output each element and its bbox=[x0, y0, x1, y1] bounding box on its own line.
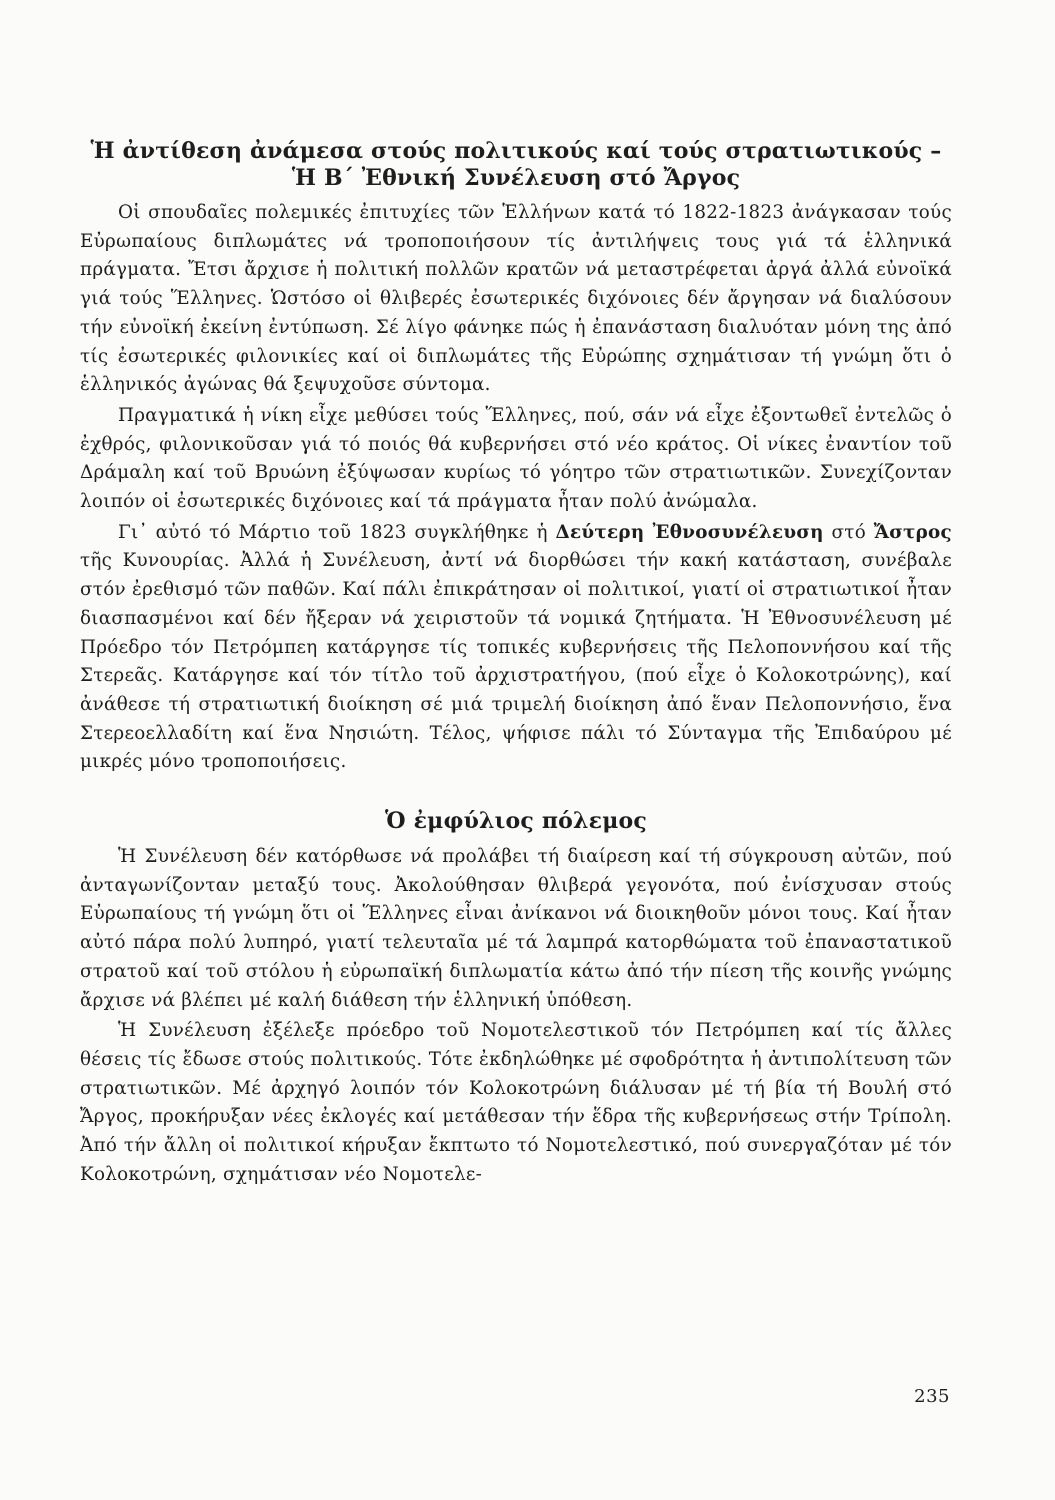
paragraph-text: στό bbox=[823, 521, 874, 543]
section-heading: Ὁ ἐμφύλιος πόλεμος bbox=[384, 808, 647, 835]
page-content bbox=[80, 138, 952, 1190]
page-number: 235 bbox=[914, 1386, 950, 1407]
bold-term: Δεύτερη Ἐθνοσυνέλευση bbox=[555, 521, 824, 543]
paragraph bbox=[80, 519, 952, 777]
paragraph: Πραγματικά ἡ νίκη εἶχε μεθύσει τούς Ἕλληνες, πού, σάν νά εἶχε ἐξοντωθεῖ ἐντελῶς ὁ ἐχθρός, φιλονικοῦσαν γιά τό ποιός θά κυβερνήσει στό νέο κράτος. Οἱ νίκες ἐναντίον τοῦ Δράμαλη καί τοῦ Βρυώνη ἐξύψωσαν κυρίως τό γόητρο τῶν στρατιωτικῶν. Συνεχίζονταν λοιπόν οἱ ἐσωτερικές διχόνοιες καί τά πράγματα ἦταν πολύ ἀνώμαλα. bbox=[80, 404, 952, 513]
heading-line-1: Ἡ ἀντίθεση ἀνάμεσα στούς πολιτικούς καί τούς στρατιωτικούς – bbox=[90, 138, 942, 164]
paragraph: Οἱ σπουδαῖες πολεμικές ἐπιτυχίες τῶν Ἑλλήνων κατά τό 1822-1823 ἀνάγκασαν τούς Εὐρωπαίους διπλωμάτες νά τροποποιήσουν τίς ἀντιλήψεις τους γιά τά ἑλληνικά πράγματα. Ἔτσι ἄρχισε ἡ πολιτική πολλῶν κρατῶν νά μεταστρέφεται ἀργά ἀλλά εὐνοϊκά γιά τούς Ἕλληνες. Ὡστόσο οἱ θλιβερές ἐσωτερικές διχόνοιες δέν ἄργησαν νά διαλύσουν τήν εὐνοϊκή ἐκείνη ἐντύπωση. Σέ λίγο φάνηκε πώς ἡ ἐπανάσταση διαλυόταν μόνη της ἀπό τίς ἐσωτερικές φιλονικίες καί οἱ διπλωμάτες τῆς Εὐρώπης σχημάτισαν τή γνώμη ὅτι ὁ ἑλληνικός ἀγώνας θά ξεψυχοῦσε σύντομα. bbox=[80, 202, 952, 396]
heading-line-2: Ἡ Β΄ Ἐθνική Συνέλευση στό Ἄργος bbox=[291, 165, 741, 191]
paragraph: Ἡ Συνέλευση ἐξέλεξε πρόεδρο τοῦ Νομοτελεστικοῦ τόν Πετρόμπεη καί τίς ἄλλες θέσεις τίς ἔδωσε στούς πολιτικούς. Τότε ἐκδηλώθηκε μέ σφοδρότητα ἡ ἀντιπολίτευση τῶν στρατιωτικῶν. Μέ ἀρχηγό λοιπόν τόν Κολοκοτρώνη διάλυσαν μέ τή βία τή Βουλή στό Ἄργος, προκήρυξαν νέες ἐκλογές καί μετάθεσαν τήν ἕδρα τῆς κυβερνήσεως στήν Τρίπολη. Ἀπό τήν ἄλλη οἱ πολιτικοί κήρυξαν ἔκπτωτο τό Νομοτελεστικό, πού συνεργαζόταν μέ τόν Κολοκοτρώνη, σχημάτισαν νέο Νομοτελε- bbox=[80, 1020, 952, 1185]
section-heading bbox=[80, 138, 952, 192]
paragraph: Ἡ Συνέλευση δέν κατόρθωσε νά προλάβει τή διαίρεση καί τή σύγκρουση αὐτῶν, πού ἀνταγωνίζονταν μεταξύ τους. Ἀκολούθησαν θλιβερά γεγονότα, πού ἐνίσχυσαν στούς Εὐρωπαίους τή γνώμη ὅτι οἱ Ἕλληνες εἶναι ἀνίκανοι νά διοικηθοῦν μόνοι τους. Καί ἦταν αὐτό πάρα πολύ λυπηρό, γιατί τελευταῖα μέ τά λαμπρά κατορθώματα τοῦ ἐπαναστατικοῦ στρατοῦ καί τοῦ στόλου ἡ εὐρωπαϊκή διπλωματία κάτω ἀπό τήν πίεση τῆς κοινῆς γνώμης ἄρχισε νά βλέπει μέ καλή διάθεση τήν ἑλληνική ὑπόθεση. bbox=[80, 846, 952, 1011]
paragraph-text: Γι᾽ αὐτό τό Μάρτιο τοῦ 1823 συγκλήθηκε ἡ bbox=[118, 521, 556, 543]
paragraph-text: τῆς Κυνουρίας. Ἀλλά ἡ Συνέλευση, ἀντί νά διορθώσει τήν κακή κατάσταση, συνέβαλε στόν ἐρεθισμό τῶν παθῶν. Καί πάλι ἐπικράτησαν οἱ πολιτικοί, γιατί οἱ στρατιωτικοί ἦταν διασπασμένοι καί δέν ἤξεραν νά χειριστοῦν τά νομικά ζητήματα. Ἡ Ἐθνοσυνέλευση μέ Πρόεδρο τόν Πετρόμπεη κατάργησε τίς τοπικές κυβερνήσεις τῆς Πελοποννήσου καί τῆς Στερεᾶς. Κατάργησε καί τόν τίτλο τοῦ ἀρχιστρατήγου, (πού εἶχε ὁ Κολοκοτρώνης), καί ἀνάθεσε τή στρατιωτική διοίκηση σέ μιά τριμελή διοίκηση ἀπό ἕναν Πελοποννήσιο, ἕνα Στερεοελλαδίτη καί ἕνα Νησιώτη. Τέλος, ψήφισε πάλι τό Σύνταγμα τῆς Ἐπιδαύρου μέ μικρές μόνο τροποποιήσεις. bbox=[80, 550, 952, 773]
bold-term: Ἄστρος bbox=[873, 521, 952, 543]
